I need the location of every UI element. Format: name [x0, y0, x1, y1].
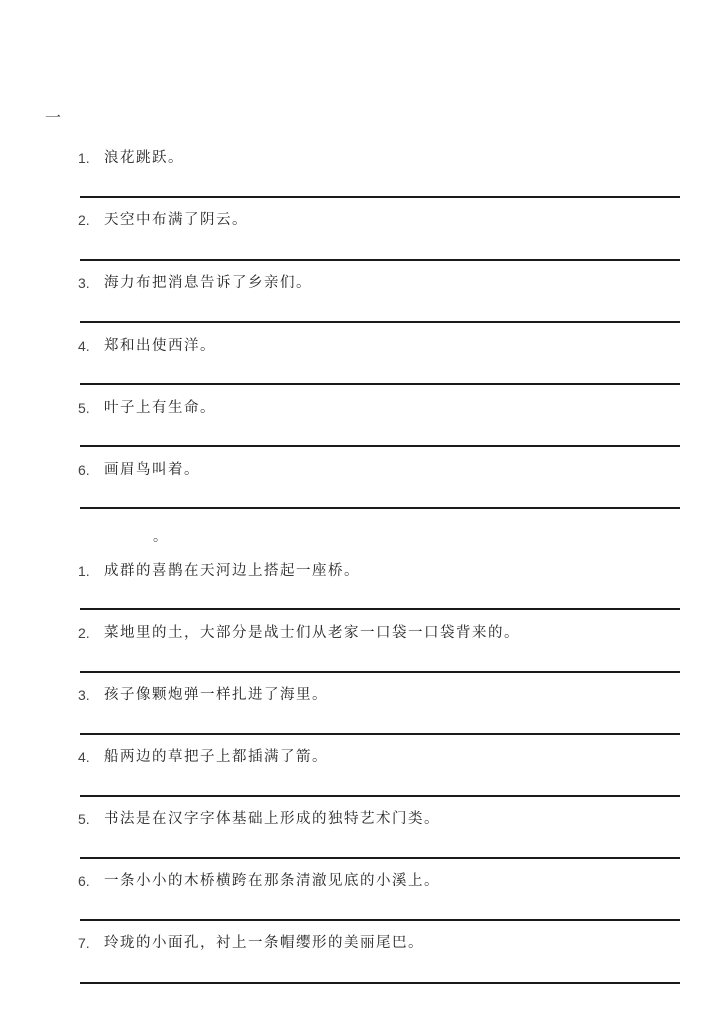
item-sentence: 浪花跳跃。: [104, 150, 184, 166]
answer-line[interactable]: [80, 196, 680, 198]
section-two-heading: 。: [153, 529, 167, 545]
item-sentence: 书法是在汉字字体基础上形成的独特艺术门类。: [104, 811, 440, 827]
answer-line[interactable]: [80, 608, 680, 610]
answer-line[interactable]: [80, 733, 680, 735]
item-sentence: 成群的喜鹊在天河边上搭起一座桥。: [104, 563, 360, 579]
item-sentence: 天空中布满了阴云。: [104, 212, 248, 228]
item-number: 2.: [78, 625, 90, 641]
answer-line[interactable]: [80, 671, 680, 673]
item-number: 2.: [78, 212, 90, 228]
section-one-heading: 一: [45, 108, 62, 127]
item-number: 3.: [78, 687, 90, 703]
item-number: 4.: [78, 749, 90, 765]
answer-line[interactable]: [80, 795, 680, 797]
item-sentence: 郑和出使西洋。: [104, 338, 216, 354]
answer-line[interactable]: [80, 445, 680, 447]
item-number: 5.: [78, 811, 90, 827]
item-sentence: 叶子上有生命。: [104, 400, 216, 416]
answer-line[interactable]: [80, 919, 680, 921]
item-number: 1.: [78, 150, 90, 166]
answer-line[interactable]: [80, 259, 680, 261]
item-sentence: 菜地里的土，大部分是战士们从老家一口袋一口袋背来的。: [104, 625, 520, 641]
item-sentence: 海力布把消息告诉了乡亲们。: [104, 275, 312, 291]
item-number: 5.: [78, 400, 90, 416]
answer-line[interactable]: [80, 507, 680, 509]
item-number: 1.: [78, 563, 90, 579]
item-sentence: 孩子像颗炮弹一样扎进了海里。: [104, 687, 328, 703]
answer-line[interactable]: [80, 982, 680, 984]
item-number: 7.: [78, 935, 90, 951]
answer-line[interactable]: [80, 383, 680, 385]
item-number: 3.: [78, 275, 90, 291]
item-sentence: 船两边的草把子上都插满了箭。: [104, 749, 328, 765]
item-number: 4.: [78, 338, 90, 354]
item-number: 6.: [78, 873, 90, 889]
item-sentence: 画眉鸟叫着。: [104, 462, 200, 478]
answer-line[interactable]: [80, 321, 680, 323]
item-number: 6.: [78, 462, 90, 478]
item-sentence: 一条小小的木桥横跨在那条清澈见底的小溪上。: [104, 873, 440, 889]
item-sentence: 玲珑的小面孔，衬上一条帽缨形的美丽尾巴。: [104, 935, 424, 951]
answer-line[interactable]: [80, 857, 680, 859]
